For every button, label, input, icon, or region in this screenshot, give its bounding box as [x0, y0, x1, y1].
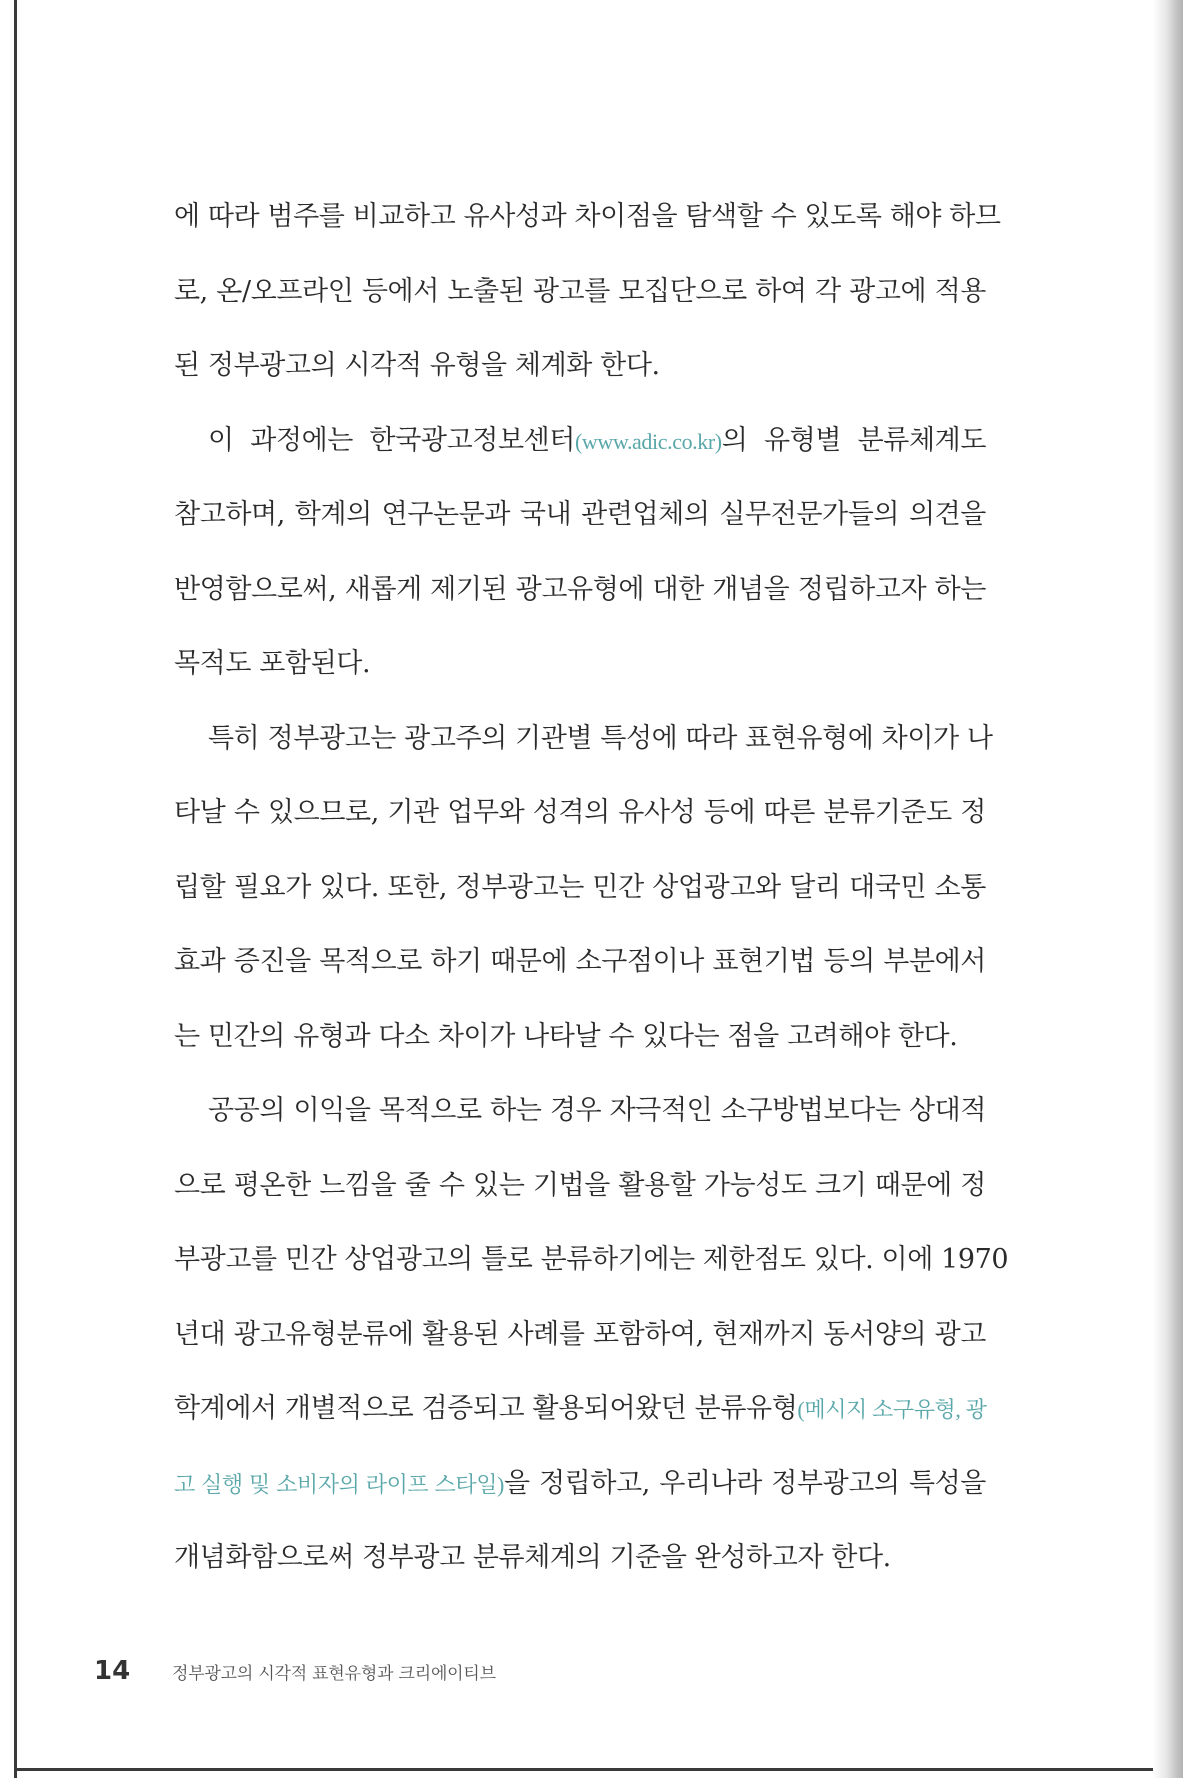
body-text	[174, 180, 1009, 1596]
text-line	[174, 478, 986, 553]
text-line	[174, 1372, 986, 1447]
text-line	[174, 925, 986, 1000]
text-segment: 참고하며, 학계의 연구논문과 국내 관련업체의 실무전문가들의 의견을	[174, 499, 986, 530]
text-segment: 효과 증진을 목적으로 하기 때문에 소구점이나 표현기법 등의 부분에서	[174, 946, 986, 977]
page-number: 14	[94, 1656, 131, 1686]
text-line	[174, 329, 986, 404]
text-line	[174, 1149, 986, 1224]
text-segment: 특히 정부광고는 광고주의 기관별 특성에 따라 표현유형에 차이가 나	[208, 722, 993, 754]
text-line	[174, 404, 986, 479]
inline-reference: 고 실행 및 소비자의 라이프 스타일)	[174, 1471, 504, 1497]
text-line	[174, 776, 986, 851]
text-segment: 으로 평온한 느낌을 줄 수 있는 기법을 활용할 가능성도 크기 때문에 정	[174, 1169, 986, 1201]
text-segment: 공공의 이익을 목적으로 하는 경우 자극적인 소구방법보다는 상대적	[208, 1095, 986, 1126]
text-segment: 년대 광고유형분류에 활용된 사례를 포함하여, 현재까지 동서양의 광고	[174, 1318, 986, 1350]
text-segment: 는 민간의 유형과 다소 차이가 나타날 수 있다는 점을 고려해야 한다.	[174, 1020, 958, 1052]
text-segment: 이 과정에는 한국광고정보센터	[208, 424, 575, 456]
text-segment: 목적도 포함된다.	[174, 648, 371, 679]
text-segment: 립할 필요가 있다. 또한, 정부광고는 민간 상업광고와 달리 대국민 소통	[174, 871, 986, 903]
text-line	[174, 1223, 1009, 1298]
text-segment: 의 유형별 분류체계도	[721, 424, 986, 456]
text-line	[174, 851, 986, 926]
inline-reference: (www.adic.co.kr)	[575, 428, 722, 454]
inline-reference: (메시지 소구유형, 광	[797, 1397, 987, 1422]
text-line	[174, 553, 986, 628]
page-left-edge	[14, 0, 17, 1778]
text-line	[174, 180, 1001, 255]
text-segment: 에 따라 범주를 비교하고 유사성과 차이점을 탐색할 수 있도록 해야 하므	[174, 201, 1001, 232]
text-line	[174, 1447, 986, 1522]
text-segment: 을 정립하고, 우리나라 정부광고의 특성을	[503, 1467, 986, 1499]
text-line	[174, 702, 993, 777]
text-line	[174, 1000, 986, 1075]
binding-shadow	[1153, 0, 1183, 1778]
text-segment: 반영함으로써, 새롭게 제기된 광고유형에 대한 개념을 정립하고자 하는	[174, 573, 986, 605]
text-line	[174, 1521, 986, 1596]
text-line	[174, 1074, 986, 1149]
text-segment: 된 정부광고의 시각적 유형을 체계화 한다.	[174, 350, 660, 381]
text-segment: 부광고를 민간 상업광고의 틀로 분류하기에는 제한점도 있다. 이에 1970	[174, 1244, 1009, 1275]
text-segment: 로, 온/오프라인 등에서 노출된 광고를 모집단으로 하여 각 광고에 적용	[174, 275, 986, 307]
text-line	[174, 1298, 986, 1373]
text-segment: 개념화함으로써 정부광고 분류체계의 기준을 완성하고자 한다.	[174, 1542, 891, 1573]
running-title: 정부광고의 시각적 표현유형과 크리에이티브	[172, 1663, 496, 1684]
text-line	[174, 255, 986, 330]
text-segment: 타날 수 있으므로, 기관 업무와 성격의 유사성 등에 따른 분류기준도 정	[174, 797, 986, 828]
page-footer	[94, 1654, 496, 1688]
text-line	[174, 627, 986, 702]
page-bottom-edge	[14, 1768, 1183, 1771]
text-segment: 학계에서 개별적으로 검증되고 활용되어왔던 분류유형	[174, 1393, 798, 1424]
